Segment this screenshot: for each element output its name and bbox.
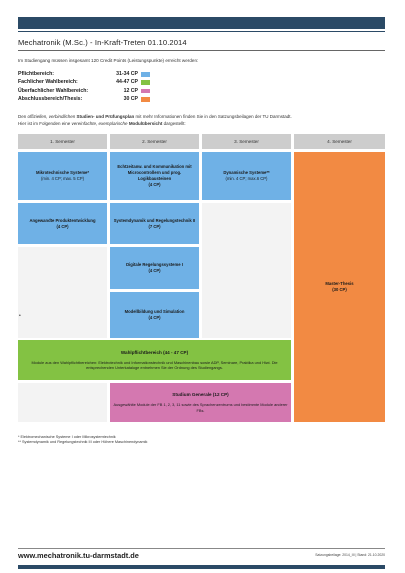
- module-digitale-regelungssysteme: [110, 247, 199, 289]
- color-swatch-green: [141, 80, 150, 85]
- footer-website-link[interactable]: www.mechatronik.tu-darmstadt.de: [18, 551, 139, 560]
- module-cp: (min. 4 CP; max.6 CP): [225, 176, 268, 181]
- para-bold: Studien- und Prüfungsplan: [75, 114, 135, 119]
- credit-label: Fachlicher Wahlbereich:: [18, 79, 78, 86]
- module-title: Mikrotechnische Systeme*: [35, 170, 90, 175]
- credit-label: Pflichtbereich:: [18, 71, 55, 77]
- footer-meta: Satzungsbeilage: 2014_III | Stand: 21.10.2020: [315, 553, 385, 557]
- module-dynamische-systeme: [202, 152, 291, 200]
- para-text: Den: [18, 114, 28, 119]
- header-divider: [18, 31, 385, 32]
- credit-list: [18, 71, 158, 105]
- footnotes: [18, 435, 147, 446]
- module-angewandte-produktentwicklung: [18, 203, 107, 244]
- credit-row-fachlich: [18, 79, 158, 87]
- module-cp: (min. 4 CP; max. 5 CP): [40, 176, 85, 181]
- module-title: Dynamische Systeme**: [223, 170, 270, 175]
- module-master-thesis: [294, 152, 385, 422]
- module-cp: (7 CP): [148, 223, 161, 229]
- module-cp: (4 CP): [148, 315, 161, 320]
- para-emphasis: offiziellen, verbindlichen: [27, 114, 76, 119]
- para-emphasis: vereinfachte, exemplarische: [71, 120, 128, 126]
- semester-header-1: 1. Semester: [18, 134, 107, 149]
- module-echtzeitanwendungen: [110, 152, 199, 200]
- para-text: dargestellt:: [162, 120, 186, 126]
- module-title: Systemdynamik und Regelungstechnik II: [113, 217, 196, 223]
- footer-divider: [18, 548, 385, 549]
- module-cp: (4 CP): [148, 268, 161, 273]
- module-cp: (4 CP): [56, 223, 69, 229]
- module-description: Ausgewählte Module der FB 1, 2, 3, 11 sowie des Sprachenzentrums und bestimmte Module anderer FBs.: [113, 402, 288, 413]
- semester-header-3: 3. Semester: [202, 134, 291, 149]
- empty-slot: [202, 203, 291, 338]
- empty-slot: [18, 383, 107, 422]
- module-title: Echtzeitanw. und Kommunikation mit Microcontrollern und prog. Logikbausteinen: [117, 164, 192, 181]
- empty-slot: [18, 247, 107, 338]
- credit-label: Abschlussbereich/Thesis:: [18, 96, 83, 103]
- header-bar: [18, 17, 385, 29]
- module-wahlpflichtbereich: [18, 340, 291, 380]
- color-swatch-blue: [141, 72, 150, 77]
- footnote: ** Systemdynamik und Regelungstechnik III oder Höhere Maschinendynamik: [18, 440, 148, 445]
- credit-value: 12 CP: [123, 87, 138, 94]
- color-swatch-orange: [141, 97, 150, 102]
- title-divider: [18, 50, 385, 51]
- module-cp: (4 CP): [148, 182, 161, 187]
- module-title: Angewandte Produktentwicklung: [29, 217, 96, 223]
- credit-value: 44-47 CP: [116, 79, 138, 86]
- side-marker: •: [19, 313, 21, 319]
- para-text: mit mehr Informationen finden Sie in den Satzungsbeilagen der TU Darmstadt.: [134, 114, 292, 119]
- credit-value: 30 CP: [123, 96, 138, 103]
- credit-label: Überfachlicher Wahlbereich:: [18, 87, 89, 94]
- module-cp: (30 CP): [332, 287, 347, 292]
- module-overview-grid: [18, 134, 385, 426]
- footnote: * Elektromechanische Systeme I oder Mikrosystemtechnik: [18, 435, 116, 439]
- credit-row-ueberfachlich: [18, 88, 158, 96]
- credit-row-thesis: [18, 96, 158, 104]
- semester-header-4: 4. Semester: [294, 134, 385, 149]
- semester-header-2: 2. Semester: [110, 134, 199, 149]
- module-title: Digitale Regelungssysteme I: [126, 262, 183, 267]
- module-title: Modellbildung und Simulation: [124, 309, 185, 314]
- module-studium-generale: [110, 383, 291, 422]
- para-text: Hier ist im Folgenden eine: [18, 120, 72, 126]
- intro-text: Im Studiengang müssen insgesamt 120 Credit Points (Leistungspunkte) erreicht werden:: [18, 58, 199, 63]
- module-title: Studium Generale (12 CP): [172, 392, 229, 398]
- info-paragraph: [18, 114, 388, 127]
- color-swatch-pink: [141, 89, 150, 94]
- module-title: Wahlpflichtbereich (44 - 47 CP): [120, 349, 189, 355]
- page-title: Mechatronik (M.Sc.) - In-Kraft-Treten 01.10.2014: [18, 38, 187, 47]
- module-title: Master-Thesis: [325, 281, 354, 286]
- module-modellbildung-simulation: [110, 292, 199, 338]
- module-description: Module aus den Wahlpflichtbereichen: Elektrotechnik und Informationstechnik und Maschinenbau sowie ADP, Seminare, Praktika und Hiwi. Die entsprechenden Unterkataloge entnehmen Sie der Ordnung des Studiengangs.: [31, 359, 278, 370]
- footer-bar: [18, 565, 385, 569]
- credit-value: 31-34 CP: [116, 71, 138, 77]
- module-systemdynamik-regelungstechnik: [110, 203, 199, 244]
- module-mikrotechnische-systeme: [18, 152, 107, 200]
- para-bold: Modulübersicht: [127, 120, 163, 126]
- credit-row-pflicht: [18, 71, 158, 79]
